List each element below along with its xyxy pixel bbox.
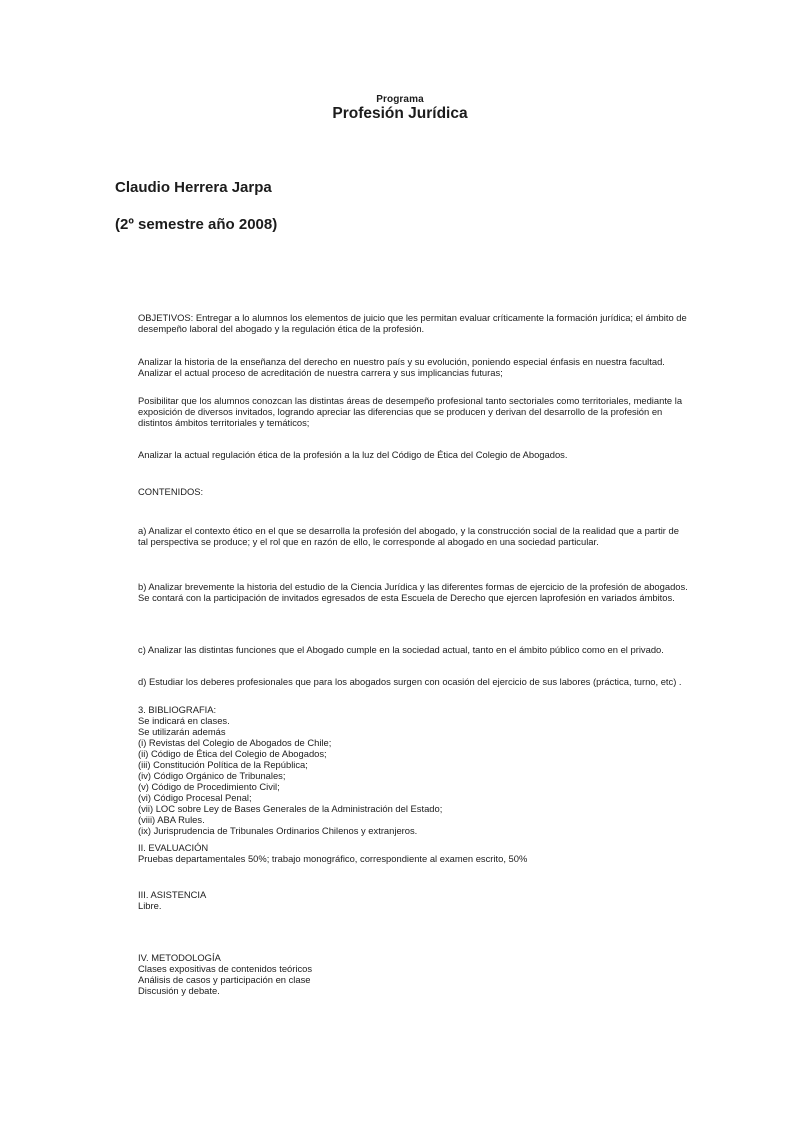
attendance-section (138, 889, 691, 911)
bibliography-item: (iv) Código Orgánico de Tribunales; (138, 770, 286, 781)
contents-item-a: a) Analizar el contexto ético en el que se desarrolla la profesión del abogado, y la construcción social de la realidad que a partir de tal perspectiva se produce; y el rol que en razón de ello, le corresponde al abogado en una sociedad particular. (138, 525, 679, 547)
semester-line: (2º semestre año 2008) (115, 216, 278, 233)
bibliography-item: (ix) Jurisprudencia de Tribunales Ordinarios Chilenos y extranjeros. (138, 825, 418, 836)
contents-heading: CONTENIDOS: (138, 486, 204, 497)
evaluation-heading: II. EVALUACIÓN (138, 842, 209, 853)
author-name: Claudio Herrera Jarpa (115, 179, 272, 196)
objectives-paragraph: Analizar la historia de la enseñanza del derecho en nuestro país y su evolución, poniendo especial énfasis en nuestra facultad. Analizar el actual proceso de acreditación de nuestra carrera y sus implicancias futuras; (138, 356, 665, 378)
methodology-line: Análisis de casos y participación en clase (138, 974, 311, 985)
methodology-line: Discusión y debate. (138, 985, 220, 996)
contents-item-c: c) Analizar las distintas funciones que el Abogado cumple en la sociedad actual, tanto en el ámbito público como en el privado. (138, 644, 664, 655)
bibliography-item: (iii) Constitución Política de la República; (138, 759, 308, 770)
page-title: Profesión Jurídica (332, 105, 468, 122)
bibliography-item: (vii) LOC sobre Ley de Bases Generales de la Administración del Estado; (138, 803, 443, 814)
evaluation-body: Pruebas departamentales 50%; trabajo monográfico, correspondiente al examen escrito, 50% (138, 853, 528, 864)
bibliography-item: (viii) ABA Rules. (138, 814, 205, 825)
methodology-heading: IV. METODOLOGÍA (138, 952, 221, 963)
contents-item-d: d) Estudiar los deberes profesionales que para los abogados surgen con ocasión del ejercicio de sus labores (práctica, turno, etc) . (138, 676, 682, 687)
bibliography-item: (v) Código de Procedimiento Civil; (138, 781, 280, 792)
methodology-line: Clases expositivas de contenidos teóricos (138, 963, 313, 974)
bibliography-item: (vi) Código Procesal Penal; (138, 792, 252, 803)
evaluation-section (138, 842, 691, 864)
bibliography-item: (ii) Código de Ética del Colegio de Abogados; (138, 748, 327, 759)
program-kicker: Programa (376, 94, 424, 105)
bibliography-intro-line: Se indicará en clases. (138, 715, 230, 726)
objectives-paragraph: Analizar la actual regulación ética de la profesión a la luz del Código de Ética del Colegio de Abogados. (138, 449, 568, 460)
methodology-section (138, 952, 691, 996)
objectives-paragraph: Posibilitar que los alumnos conozcan las distintas áreas de desempeño profesional tanto sectoriales como territoriales, mediante la exposición de diversos invitados, logrando apreciar las diferencias que se producen y derivan del desarrollo de la profesión en distintos ámbitos territoriales y temáticos; (138, 395, 683, 428)
bibliography-intro-line: Se utilizarán además (138, 726, 226, 737)
attendance-body: Libre. (138, 900, 162, 911)
bibliography-heading: 3. BIBLIOGRAFIA: (138, 704, 217, 715)
attendance-heading: III. ASISTENCIA (138, 889, 207, 900)
bibliography-section (138, 704, 691, 836)
objectives-intro-paragraph: OBJETIVOS: Entregar a lo alumnos los elementos de juicio que les permitan evaluar críticamente la formación jurídica; el ámbito de desempeño laboral del abogado y la regulación ética de la profesión. (138, 312, 687, 334)
bibliography-item: (i) Revistas del Colegio de Abogados de Chile; (138, 737, 332, 748)
contents-item-b: b) Analizar brevemente la historia del estudio de la Ciencia Jurídica y las diferentes formas de ejercicio de la profesión de abogados. Se contará con la participación de invitados egresados de esta Escuela de Derecho que ejercen laprofesión en variados ámbitos. (138, 581, 688, 603)
